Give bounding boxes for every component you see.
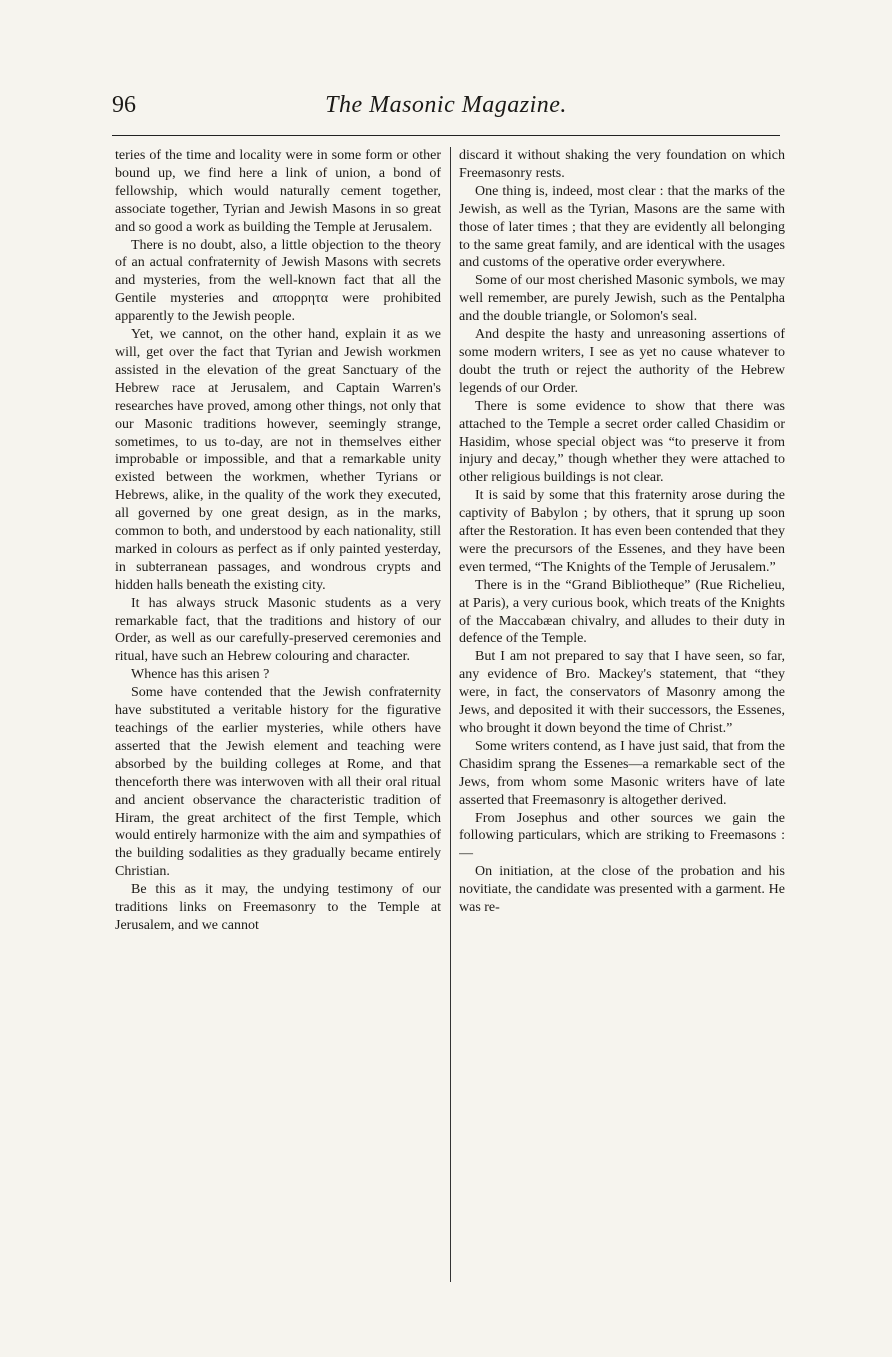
left-column [115,147,441,1287]
paragraph: And despite the hasty and unreasoning assertions of some modern writers, I see as yet no cause whatever to doubt the truth or reject the authority of the Hebrew legends of our Order. [459,327,785,396]
paragraph: It has always struck Masonic students as a very remarkable fact, that the traditions and history of our Order, as well as our carefully-preserved ceremonies and ritual, have such an Hebrew colouring and character. [115,595,441,665]
paragraph: But I am not prepared to say that I have seen, so far, any evidence of Bro. Mackey's statement, that “they were, in fact, the conservators of Masonry among the Jews, and deposited it with their successors, the Essenes, who brought it down beyond the time of Christ.” [459,649,785,736]
paragraph: There is in the “Grand Bibliotheque” (Rue Richelieu, at Paris), a very curious book, which treats of the Knights of the Maccabæan chivalry, and alludes to their duty in defence of the Temple. [459,577,785,647]
paragraph: Whence has this arisen ? [131,667,270,683]
right-column [459,147,785,1287]
paragraph: It is said by some that this fraternity arose during the captivity of Babylon ; by others, that it sprung up soon after the Restoration. It has even been contended that they were the precursors of the Essenes, and they have been even termed, “The Knights of the Temple of Jerusalem.” [459,488,785,575]
paragraph: Some have contended that the Jewish confraternity have substituted a veritable history for the figurative teachings of the earlier mysteries, while others have asserted that the Jewish element and teaching were absorbed by the building colleges at Rome, and that thenceforth there was interwoven with all their oral ritual and ancient observance the characteristic tradition of Hiram, the great architect of the first Temple, which would entirely harmonize with the aim and sympathies of the building sodalities as they gradually became entirely Christian. [115,685,441,880]
paragraph: Be this as it may, the undying testimony of our traditions links on Freemasonry to the Temple at Jerusalem, and we cannot [115,882,441,933]
header-rule [112,135,780,136]
paragraph: On initiation, at the close of the probation and his novitiate, the candidate was presented with a garment. He was re- [459,864,785,916]
paragraph: teries of the time and locality were in some form or other bound up, we find here a link of union, a bond of fellowship, which would naturally cement together, associate together, Tyrian and Jewish Masons in so great and so good a work as building the Temple at Jerusalem. [115,148,441,235]
running-title: The Masonic Magazine. [325,92,567,118]
paragraph: discard it without shaking the very foundation on which Freemasonry rests. [459,148,785,181]
paragraph: One thing is, indeed, most clear : that the marks of the Jewish, as well as the Tyrian, Masons are the same with those of later times ; that they are evidently all belonging to the same great family, and are identical with the usages and customs of the operative order everywhere. [459,183,785,271]
paragraph: Some of our most cherished Masonic symbols, we may well remember, are purely Jewish, such as the Pentalpha and the double triangle, or Solomon's seal. [459,273,785,325]
column-divider [450,147,451,1282]
paragraph: There is no doubt, also, a little objection to the theory of an actual confraternity of Jewish Masons with secrets and mysteries, from the well-known fact that all the Gentile mysteries and απορρητα were prohibited apparently to the Jewish people. [115,237,441,325]
paragraph: Some writers contend, as I have just said, that from the Chasidim sprang the Essenes—a remarkable sect of the Jews, from whom some Masonic writers have of late asserted that Freemasonry is altogether derived. [459,738,785,808]
page-header [112,92,780,128]
paragraph: There is some evidence to show that there was attached to the Temple a secret order called Chasidim or Hasidim, whose special object was “to preserve it from injury and decay,” though whether they were attached to other religious buildings is not clear. [459,398,785,486]
page-number: 96 [112,92,136,118]
paragraph: Yet, we cannot, on the other hand, explain it as we will, get over the fact that Tyrian and Jewish workmen assisted in the elevation of the great Sanctuary of the Hebrew race at Jerusalem, and Captain Warren's researches have proved, among other things, not only that our Masonic traditions however, seemingly strange, sometimes, to us to-day, are not in themselves either improbable or impossible, and that a remarkable unity existed between the workmen, whether Tyrians or Hebrews, alike, in the quality of the work they executed, all governed by one great design, as in the marks, common to both, and understood by each nationality, still marked in colours as perfect as if only painted yesterday, in subterranean passages, and wondrous crypts and hidden halls beneath the existing city. [115,327,441,593]
paragraph: From Josephus and other sources we gain the following particulars, which are striking to Freemasons :— [459,810,785,862]
